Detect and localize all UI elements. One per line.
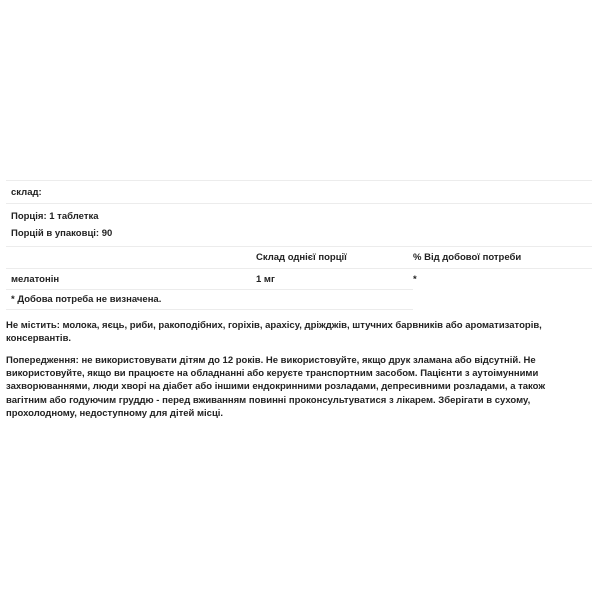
composition-title: склад:: [6, 180, 592, 203]
ingredient-daily-value: *: [413, 273, 417, 285]
ingredient-amount: 1 мг: [256, 273, 275, 285]
ingredient-name: мелатонін: [11, 273, 60, 285]
table-header: [6, 246, 592, 268]
footnote: * Добова потреба не визначена.: [6, 289, 413, 310]
servings-per-container: Порцій в упаковці: 90: [11, 228, 113, 239]
header-ingredient: [11, 247, 256, 268]
does-not-contain-text: Не містить: молока, яєць, риби, ракоподібних, горіхів, арахісу, дріжджів, штучних барвників або ароматизаторів, консервантів.: [6, 320, 542, 345]
table-row: [6, 268, 592, 290]
supplement-facts: [6, 180, 592, 310]
warning-text: Попередження: не використовувати дітям до 12 років. Не використовуйте, якщо друк зламана або відсутній. Не використовуйте, якщо ви працюєте на обладнанні або керуєте транспортним засобом. Пацієнти з аутоімунними захворюваннями, люди хворі на діабет або іншими ендокринними розладами, депресивними розладами, а також вагітним або годуючим груддю - перед вживанням повинні проконсультуватися з лікарем. Зберігати в сухому, прохолодному, недоступному для дітей місці.: [6, 355, 546, 419]
serving-size: Порція: 1 таблетка: [6, 203, 592, 224]
header-daily-value: % Від добової потреби: [413, 252, 522, 263]
header-amount: Склад однієї порції: [256, 252, 347, 263]
